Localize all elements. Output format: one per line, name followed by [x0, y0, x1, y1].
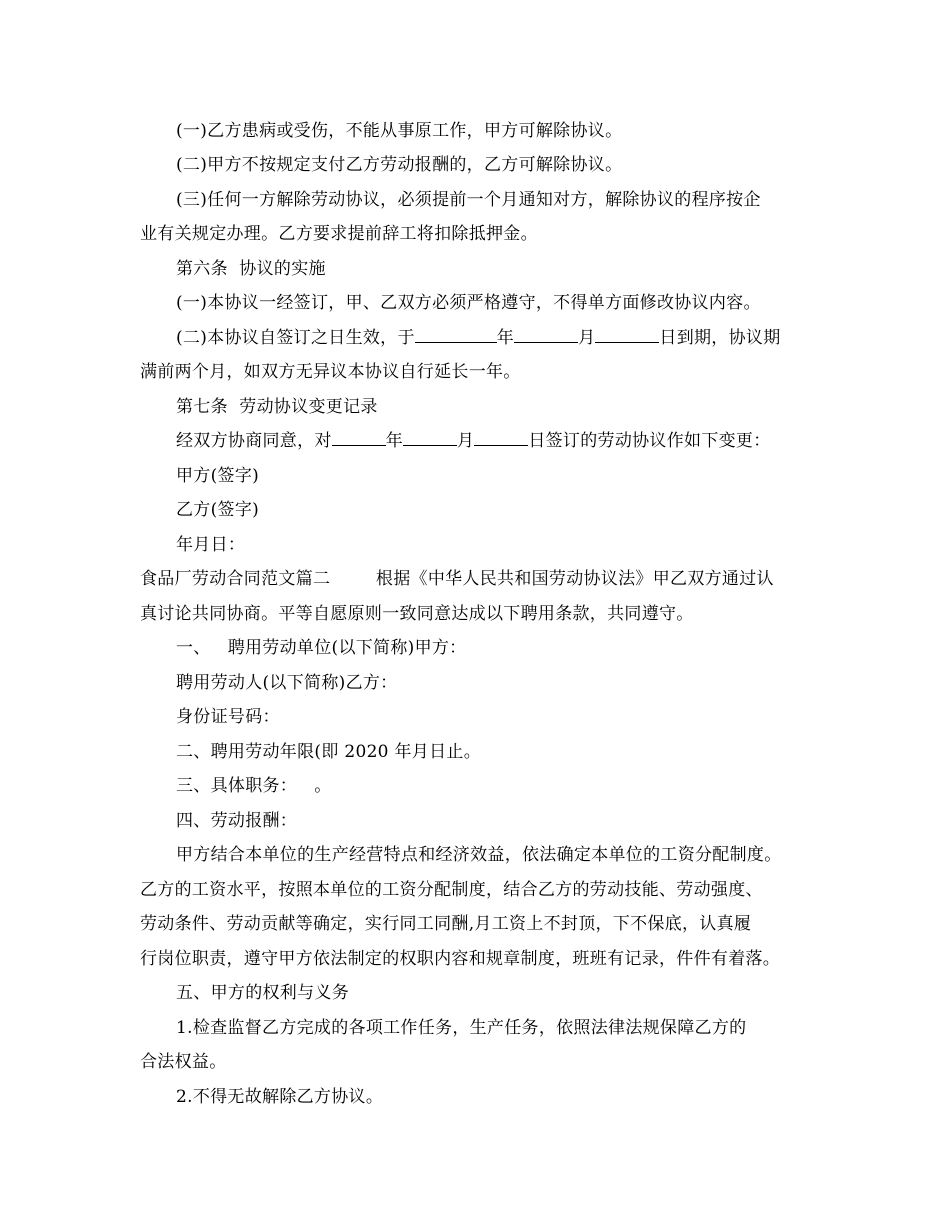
change-year: 年 [385, 431, 404, 451]
change-line [176, 430, 771, 452]
paragraph-line: 乙方的工资水平，按照本单位的工资分配制度，结合乙方的劳动技能、劳动强度、 [140, 880, 763, 900]
section-heading: 第六条 协议的实施 [176, 259, 326, 279]
paragraph-line: 二、聘用劳动年限(即 2020 年月日止。 [176, 742, 482, 762]
term-prefix: (二)本协议自签订之日生效，于 [176, 328, 415, 348]
blank-field [595, 327, 659, 343]
signature-line: 乙方(签字) [176, 500, 260, 520]
term-year: 年 [496, 328, 515, 348]
paragraph-line: 甲方结合本单位的生产经营特点和经济效益，依法确定本单位的工资分配制度。 [176, 845, 782, 865]
blank-field [403, 430, 457, 446]
paragraph-line: 2.不得无故解除乙方协议。 [176, 1087, 384, 1107]
paragraph-line: 业有关规定办理。乙方要求提前辞工将扣除抵押金。 [140, 224, 538, 244]
blank-field [514, 327, 578, 343]
term-line [176, 327, 781, 349]
paragraph-line: 三、具体职务： 。 [176, 776, 332, 796]
change-month: 月 [457, 431, 475, 451]
blank-field [332, 430, 386, 446]
paragraph-line: 身份证号码： [176, 707, 280, 727]
paragraph-line: (三)任何一方解除劳动协议，必须提前一个月通知对方，解除协议的程序按企 [176, 190, 761, 210]
blank-field [415, 327, 497, 343]
term-suffix: 日到期，协议期 [659, 328, 781, 348]
section-heading: 第七条 劳动协议变更记录 [176, 397, 378, 417]
paragraph-line: 行岗位职责，遵守甲方依法制定的权职内容和规章制度，班班有记录，件件有着落。 [140, 949, 781, 969]
blank-field [474, 430, 528, 446]
change-prefix: 经双方协商同意，对 [176, 431, 332, 451]
paragraph-line: (一)本协议一经签订，甲、乙双方必须严格遵守，不得单方面修改协议内容。 [176, 293, 761, 313]
change-suffix: 日签订的劳动协议作如下变更： [528, 431, 771, 451]
paragraph-line: 聘用劳动人(以下简称)乙方： [176, 673, 398, 693]
paragraph-line: 一、 聘用劳动单位(以下简称)甲方： [176, 638, 467, 658]
paragraph-line: 四、劳动报酬： [176, 811, 298, 831]
paragraph-line: 满前两个月，如双方无异议本协议自行延长一年。 [140, 362, 521, 382]
term-month: 月 [578, 328, 596, 348]
paragraph-line: (二)甲方不按规定支付乙方劳动报酬的，乙方可解除协议。 [176, 155, 623, 175]
paragraph-line: 合法权益。 [140, 1052, 227, 1072]
paragraph-line: 真讨论共同协商。平等自愿原则一致同意达成以下聘用条款，共同遵守。 [140, 604, 694, 624]
paragraph-line: 劳动条件、劳动贡献等确定，实行同工同酬,月工资上不封顶，下不保底，认真履 [140, 914, 752, 934]
paragraph-line: 1.检查监督乙方完成的各项工作任务，生产任务，依照法律法规保障乙方的 [176, 1018, 747, 1038]
paragraph-line: (一)乙方患病或受伤，不能从事原工作，甲方可解除协议。 [176, 121, 623, 141]
signature-line: 甲方(签字) [176, 466, 260, 486]
section-heading: 五、甲方的权利与义务 [176, 983, 349, 1003]
paragraph-line: 食品厂劳动合同范文篇二 根据《中华人民共和国劳动协议法》甲乙双方通过认 [140, 569, 774, 589]
date-line: 年月日： [176, 535, 246, 555]
